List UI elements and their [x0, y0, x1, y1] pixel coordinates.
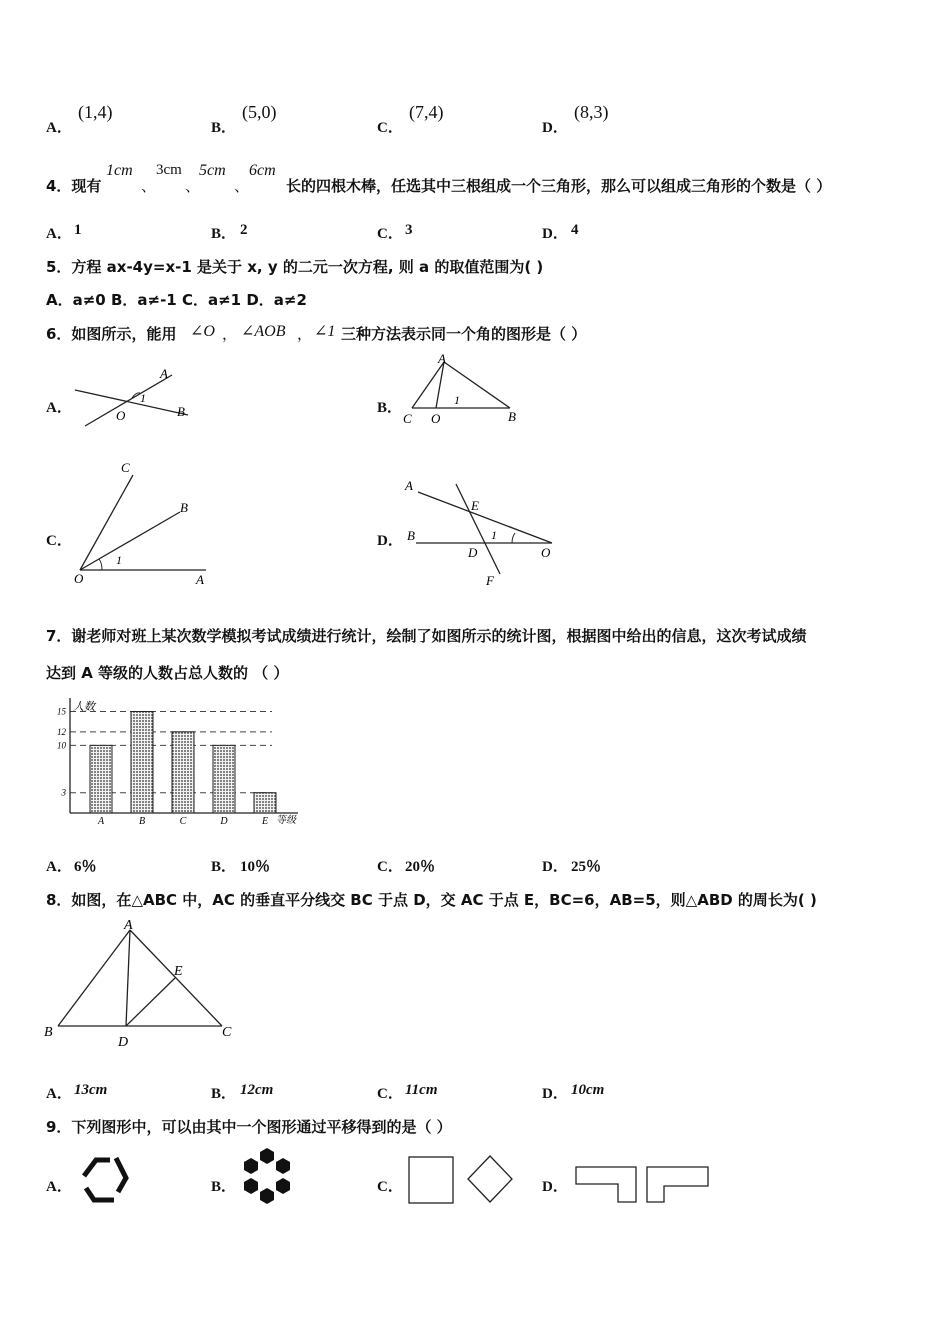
- q7-option-d-value: 25％: [571, 859, 602, 875]
- chart-bar-A: [90, 745, 112, 813]
- q6-option-a-letter: A．: [46, 400, 72, 416]
- q6-symbol-angle-1: ∠1: [314, 323, 336, 340]
- q6-fig-c-label-a: A: [196, 572, 204, 587]
- q8-option-a-value: 13cm: [74, 1082, 108, 1098]
- chart-y-tick-label: 12: [57, 726, 66, 737]
- q8-label-c: C: [222, 1025, 232, 1040]
- q4-option-c-letter: C．: [377, 226, 403, 242]
- q8-option-c-letter: C．: [377, 1086, 403, 1102]
- q6-fig-d-label-a: A: [405, 478, 413, 493]
- q7-option-a-value: 6％: [74, 859, 97, 875]
- q7-option-d-letter: D．: [542, 859, 568, 875]
- q6-figure-a: [70, 360, 200, 435]
- q7-option-c-value: 20％: [405, 859, 436, 875]
- q6-fig-b-label-o: O: [431, 411, 441, 426]
- q6-fig-b-label-b: B: [508, 409, 516, 424]
- q6-symbol-angle-aob: ∠AOB: [241, 323, 286, 340]
- q8-triangle-figure: [40, 915, 250, 1055]
- q9-figure-a-rotated-bars: [76, 1148, 132, 1208]
- q8-label-e: E: [174, 964, 183, 979]
- q4-length-3: 5cm: [199, 162, 226, 179]
- q4-sep-1: 、: [141, 177, 157, 195]
- q6-fig-a-label-1: 1: [140, 391, 146, 405]
- q4-prefix: 4．现有: [46, 177, 102, 195]
- q9-option-c-letter: C．: [377, 1179, 403, 1195]
- q8-option-c-value: 11cm: [405, 1082, 438, 1098]
- q6-fig-b-label-c: C: [403, 411, 412, 426]
- q6-symbol-angle-o: ∠O: [190, 323, 215, 340]
- q6-option-b-letter: B．: [377, 400, 403, 416]
- q6-fig-b-label-1: 1: [454, 393, 460, 407]
- q6-fig-d-label-o: O: [541, 545, 551, 560]
- q7-option-b-value: 10％: [240, 859, 271, 875]
- q9-option-d-letter: D．: [542, 1179, 568, 1195]
- chart-x-tick-label: B: [138, 816, 146, 827]
- q3-option-c-value: (7,4): [409, 102, 444, 122]
- q9-figure-d-l-shapes: [572, 1162, 712, 1210]
- chart-bar-D: [213, 745, 235, 813]
- q5-stem: 5．方程 ax-4y=x-1 是关于 x, y 的二元一次方程, 则 a 的取值范围为( ): [46, 258, 544, 276]
- chart-bar-C: [172, 732, 194, 813]
- chart-y-tick-label: 15: [57, 706, 66, 717]
- q3-option-d-value: (8,3): [574, 102, 609, 122]
- q6-figure-c: [70, 455, 220, 590]
- q3-option-b-value: (5,0): [242, 102, 277, 122]
- q8-option-d-letter: D．: [542, 1086, 568, 1102]
- q8-option-b-value: 12cm: [240, 1082, 274, 1098]
- q6-suffix: 三种方法表示同一个角的图形是（ ）: [341, 325, 587, 343]
- q6-comma-2: ，: [297, 325, 313, 343]
- q6-fig-a-label-a: A: [160, 366, 168, 381]
- q6-fig-c-label-o: O: [74, 571, 84, 586]
- q6-fig-d-label-b: B: [407, 528, 415, 543]
- q4-option-d-letter: D．: [542, 226, 568, 242]
- q3-option-d-letter: D．: [542, 120, 568, 136]
- q4-length-4: 6cm: [249, 162, 276, 179]
- q7-stem-line-2: 达到 A 等级的人数占总人数的 （ ）: [46, 664, 289, 682]
- chart-x-tick-label: C: [179, 816, 187, 827]
- q7-stem-line-1: 7．谢老师对班上某次数学模拟考试成绩进行统计，绘制了如图所示的统计图，根据图中给出的信息，这次考试成绩: [46, 627, 807, 645]
- q6-option-d-letter: D．: [377, 533, 403, 549]
- chart-x-tick-label: A: [97, 816, 105, 827]
- q9-option-b-letter: B．: [211, 1179, 237, 1195]
- q6-fig-a-label-b: B: [177, 404, 185, 419]
- q6-figure-d: [400, 470, 570, 590]
- q4-option-c-value: 3: [405, 222, 413, 238]
- q3-option-a-value: (1,4): [78, 102, 113, 122]
- q6-figure-b: [400, 350, 530, 430]
- q4-sep-3: 、: [234, 177, 250, 195]
- q4-option-a-value: 1: [74, 222, 82, 238]
- q4-sep-2: 、: [185, 177, 201, 195]
- q7-option-c-letter: C．: [377, 859, 403, 875]
- q8-option-a-letter: A．: [46, 1086, 72, 1102]
- q4-option-a-letter: A．: [46, 226, 72, 242]
- q8-label-b: B: [44, 1025, 53, 1040]
- q6-fig-c-label-c: C: [121, 460, 130, 475]
- q4-option-b-value: 2: [240, 222, 248, 238]
- q8-option-b-letter: B．: [211, 1086, 237, 1102]
- chart-x-label: 等级: [276, 815, 296, 826]
- chart-y-tick-label: 3: [61, 787, 66, 798]
- q8-label-a: A: [124, 918, 133, 933]
- q6-fig-d-label-d: D: [468, 545, 478, 560]
- q5-options: A．a≠0 B．a≠-1 C．a≠1 D．a≠2: [46, 291, 307, 309]
- q6-option-c-letter: C．: [46, 533, 72, 549]
- q4-suffix: 长的四根木棒，任选其中三根组成一个三角形，那么可以组成三角形的个数是（ ）: [286, 177, 832, 195]
- q7-option-a-letter: A．: [46, 859, 72, 875]
- q4-length-2: 3cm: [156, 162, 182, 178]
- q6-fig-a-label-o: O: [116, 408, 126, 423]
- q3-option-a-letter: A．: [46, 120, 72, 136]
- q9-figure-b-hexagon-cluster: [238, 1146, 296, 1208]
- q6-comma-1: ，: [222, 325, 238, 343]
- q6-fig-c-label-b: B: [180, 500, 188, 515]
- q6-prefix: 6．如图所示，能用: [46, 325, 177, 343]
- q6-fig-b-label-a: A: [438, 351, 446, 366]
- chart-bar-B: [131, 712, 153, 813]
- q4-option-d-value: 4: [571, 222, 579, 238]
- q4-length-1: 1cm: [106, 162, 133, 179]
- chart-bar-E: [254, 793, 276, 813]
- q3-option-b-letter: B．: [211, 120, 237, 136]
- q9-figure-c-square-and-diamond: [405, 1152, 520, 1208]
- chart-x-tick-label: E: [261, 816, 269, 827]
- q6-fig-d-label-1: 1: [491, 528, 497, 542]
- q3-option-c-letter: C．: [377, 120, 403, 136]
- chart-x-tick-label: D: [220, 816, 228, 827]
- q8-option-d-value: 10cm: [571, 1082, 605, 1098]
- q6-fig-d-label-f: F: [486, 573, 494, 588]
- chart-y-tick-label: 10: [57, 740, 66, 751]
- q4-option-b-letter: B．: [211, 226, 237, 242]
- q9-stem: 9．下列图形中，可以由其中一个图形通过平移得到的是（ ）: [46, 1118, 452, 1136]
- q7-bar-chart: [40, 690, 310, 835]
- q8-stem: 8．如图，在△ABC 中，AC 的垂直平分线交 BC 于点 D，交 AC 于点 E，BC=6，AB=5，则△ABD 的周长为( ): [46, 891, 817, 909]
- q6-fig-d-label-e: E: [471, 498, 479, 513]
- q8-label-d: D: [118, 1035, 129, 1050]
- q6-fig-c-label-1: 1: [116, 553, 122, 567]
- chart-y-label: 人数: [73, 701, 95, 713]
- q7-option-b-letter: B．: [211, 859, 237, 875]
- q9-option-a-letter: A．: [46, 1179, 72, 1195]
